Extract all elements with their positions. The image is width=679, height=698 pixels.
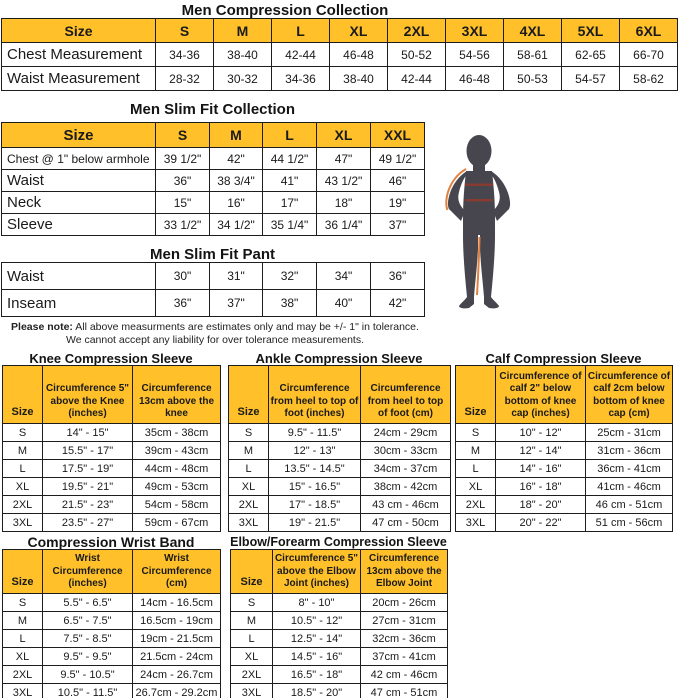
row-label: Chest Measurement [2, 43, 156, 67]
cell: 47" [317, 148, 371, 170]
cell: 3XL [231, 684, 273, 698]
cell: 2XL [3, 496, 43, 514]
cell: 42-44 [272, 43, 330, 67]
cell: S [229, 424, 269, 442]
header-cell-size: Size [229, 366, 269, 424]
cell: S [3, 424, 43, 442]
cell: 16.5cm - 19cm [133, 612, 221, 630]
cell: XL [456, 478, 496, 496]
cell: 9.5" - 10.5" [43, 666, 133, 684]
cell: 33 1/2" [156, 214, 210, 236]
cell: 17.5" - 19" [43, 460, 133, 478]
table-row [2, 43, 678, 67]
cell: 19" - 21.5" [269, 514, 361, 532]
cell: 23.5" - 27" [43, 514, 133, 532]
cell: 34cm - 37cm [361, 460, 451, 478]
cell: 14" - 15" [43, 424, 133, 442]
cell: 47 cm - 50cm [361, 514, 451, 532]
table-row [231, 594, 448, 612]
cell: 28-32 [156, 67, 214, 91]
header-cell: 6XL [620, 19, 678, 43]
cell: 3XL [456, 514, 496, 532]
cell: 9.5" - 9.5" [43, 648, 133, 666]
cell: 34 1/2" [210, 214, 263, 236]
cell: 15" [156, 192, 210, 214]
cell: 10.5" - 11.5" [43, 684, 133, 698]
cell: 31" [210, 263, 263, 290]
cell: 20cm - 26cm [361, 594, 448, 612]
table-row [3, 442, 221, 460]
cell: 10.5" - 12" [273, 612, 361, 630]
table-row [3, 514, 221, 532]
cell: M [231, 612, 273, 630]
cell: XL [3, 648, 43, 666]
cell: 49 1/2" [371, 148, 425, 170]
cell: 15" - 16.5" [269, 478, 361, 496]
cell: 42 cm - 46cm [361, 666, 448, 684]
cell: 46 cm - 51cm [586, 496, 673, 514]
man-torso [463, 171, 495, 235]
cell: L [3, 630, 43, 648]
header-cell: 3XL [446, 19, 504, 43]
row-label: Waist [2, 263, 156, 290]
note-text-1: All above measurments are estimates only and may be +/- 1" in tolerance. [75, 321, 419, 333]
calf-sleeve-table [455, 365, 673, 532]
cell: M [3, 442, 43, 460]
cell: 42" [210, 148, 263, 170]
cell: 36 1/4" [317, 214, 371, 236]
cell: XL [229, 478, 269, 496]
cell: 58-61 [504, 43, 562, 67]
cell: 26.7cm - 29.2cm [133, 684, 221, 698]
cell: 44 1/2" [263, 148, 317, 170]
header-cell: Circumference of calf 2cm below bottom of knee cap (cm) [586, 366, 673, 424]
header-row [456, 366, 673, 424]
table-title-calf: Calf Compression Sleeve [485, 351, 642, 366]
cell: 44cm - 48cm [133, 460, 221, 478]
cell: 30-32 [214, 67, 272, 91]
cell: 19cm - 21.5cm [133, 630, 221, 648]
cell: 12" - 13" [269, 442, 361, 460]
cell: 43 1/2" [317, 170, 371, 192]
cell: 42-44 [388, 67, 446, 91]
cell: 38" [263, 290, 317, 317]
cell: 58-62 [620, 67, 678, 91]
cell: 37cm - 41cm [361, 648, 448, 666]
header-cell: XXL [371, 123, 425, 148]
cell: 38-40 [330, 67, 388, 91]
cell: 37" [371, 214, 425, 236]
knee-sleeve-table [2, 365, 221, 532]
header-row [231, 550, 448, 594]
header-cell: S [156, 123, 210, 148]
table-row [3, 478, 221, 496]
cell: 30" [156, 263, 210, 290]
table-row [3, 594, 221, 612]
header-cell: XL [317, 123, 371, 148]
cell: 50-52 [388, 43, 446, 67]
cell: 36cm - 41cm [586, 460, 673, 478]
note-text-2: We cannot accept any liability for over tolerance measurements. [65, 334, 365, 346]
table-row [2, 192, 425, 214]
table-row [2, 263, 425, 290]
table-row [456, 460, 673, 478]
cell: XL [3, 478, 43, 496]
cell: 50-53 [504, 67, 562, 91]
header-row [3, 366, 221, 424]
header-cell: 5XL [562, 19, 620, 43]
header-cell-size: Size [3, 550, 43, 594]
cell: 16.5" - 18" [273, 666, 361, 684]
header-cell: Circumference 13cm above the knee [133, 366, 221, 424]
man-right-foot [484, 297, 499, 308]
table-row [3, 496, 221, 514]
note-label: Please note: [11, 321, 73, 333]
table-title-knee: Knee Compression Sleeve [29, 351, 193, 366]
cell: 10" - 12" [496, 424, 586, 442]
cell: 2XL [231, 666, 273, 684]
cell: 24cm - 26.7cm [133, 666, 221, 684]
table-row [229, 514, 451, 532]
cell: 14.5" - 16" [273, 648, 361, 666]
table-row [456, 496, 673, 514]
table-title-ankle: Ankle Compression Sleeve [255, 351, 423, 366]
header-cell: L [263, 123, 317, 148]
cell: 51 cm - 56cm [586, 514, 673, 532]
cell: L [231, 630, 273, 648]
row-label: Neck [2, 192, 156, 214]
header-cell: Wrist Circumference (inches) [43, 550, 133, 594]
cell: 3XL [229, 514, 269, 532]
cell: 40" [317, 290, 371, 317]
table-row [229, 496, 451, 514]
cell: 13.5" - 14.5" [269, 460, 361, 478]
header-cell: Circumference from heel to top of foot (inches) [269, 366, 361, 424]
table-row [231, 666, 448, 684]
cell: 17" - 18.5" [269, 496, 361, 514]
cell: 36" [156, 290, 210, 317]
cell: 54-57 [562, 67, 620, 91]
table-title-slim-fit: Men Slim Fit Collection [129, 101, 295, 118]
cell: 34" [317, 263, 371, 290]
cell: 21.5cm - 24cm [133, 648, 221, 666]
cell: 31cm - 36cm [586, 442, 673, 460]
table-row [3, 666, 221, 684]
header-cell: Circumference of calf 2" below bottom of knee cap (inches) [496, 366, 586, 424]
cell: 15.5" - 17" [43, 442, 133, 460]
chest-measure-line [465, 184, 493, 186]
cell: S [231, 594, 273, 612]
cell: 7.5" - 8.5" [43, 630, 133, 648]
header-row [2, 19, 678, 43]
cell: 5.5" - 6.5" [43, 594, 133, 612]
man-left-leg [463, 235, 478, 297]
cell: 27cm - 31cm [361, 612, 448, 630]
header-cell: Circumference 5" above the Elbow Joint (inches) [273, 550, 361, 594]
header-cell-size: Size [456, 366, 496, 424]
cell: 14cm - 16.5cm [133, 594, 221, 612]
header-cell: Wrist Circumference (cm) [133, 550, 221, 594]
cell: 6.5" - 7.5" [43, 612, 133, 630]
table-title-wrist: Compression Wrist Band [27, 534, 195, 550]
table-row [231, 630, 448, 648]
note-line-1 [0, 321, 430, 334]
cell: 19.5" - 21" [43, 478, 133, 496]
cell: M [3, 612, 43, 630]
cell: 34-36 [272, 67, 330, 91]
table-row [456, 442, 673, 460]
cell: 46-48 [446, 67, 504, 91]
table-row [456, 478, 673, 496]
cell: L [3, 460, 43, 478]
header-cell: XL [330, 19, 388, 43]
cell: XL [231, 648, 273, 666]
cell: M [229, 442, 269, 460]
cell: 18" [317, 192, 371, 214]
cell: 41" [263, 170, 317, 192]
header-cell: Circumference from heel to top of foot (cm) [361, 366, 451, 424]
men-slim-fit-table [1, 122, 425, 236]
cell: 46-48 [330, 43, 388, 67]
cell: 59cm - 67cm [133, 514, 221, 532]
cell: 2XL [456, 496, 496, 514]
table-row [2, 290, 425, 317]
table-row [3, 648, 221, 666]
cell: 14" - 16" [496, 460, 586, 478]
cell: S [456, 424, 496, 442]
cell: 30cm - 33cm [361, 442, 451, 460]
cell: 41cm - 46cm [586, 478, 673, 496]
table-row [2, 67, 678, 91]
ankle-sleeve-table [228, 365, 451, 532]
man-right-leg [480, 235, 495, 297]
cell: 38 3/4" [210, 170, 263, 192]
table-row [229, 460, 451, 478]
table-row [3, 684, 221, 698]
cell: 9.5" - 11.5" [269, 424, 361, 442]
table-row [3, 424, 221, 442]
cell: 3XL [3, 514, 43, 532]
table-title-slim-fit-pant: Men Slim Fit Pant [149, 246, 275, 263]
cell: 12.5" - 14" [273, 630, 361, 648]
cell: 35 1/4" [263, 214, 317, 236]
header-cell: 2XL [388, 19, 446, 43]
cell: 34-36 [156, 43, 214, 67]
cell: 38cm - 42cm [361, 478, 451, 496]
header-cell-size: Size [2, 123, 156, 148]
cell: 25cm - 31cm [586, 424, 673, 442]
men-slim-fit-pant-table [1, 262, 425, 317]
row-label: Waist Measurement [2, 67, 156, 91]
table-row [229, 478, 451, 496]
cell: 49cm - 53cm [133, 478, 221, 496]
table-row [3, 460, 221, 478]
table-row [2, 170, 425, 192]
cell: 2XL [3, 666, 43, 684]
header-cell-size: Size [3, 366, 43, 424]
cell: 43 cm - 46cm [361, 496, 451, 514]
table-row [456, 514, 673, 532]
table-row [456, 424, 673, 442]
man-neck [473, 161, 485, 172]
cell: 20" - 22" [496, 514, 586, 532]
table-title-men-compression: Men Compression Collection [181, 2, 389, 19]
man-silhouette-figure [438, 127, 528, 313]
cell: 18" - 20" [496, 496, 586, 514]
cell: 46" [371, 170, 425, 192]
cell: 47 cm - 51cm [361, 684, 448, 698]
header-cell: 4XL [504, 19, 562, 43]
cell: 66-70 [620, 43, 678, 67]
cell: 24cm - 29cm [361, 424, 451, 442]
cell: 62-65 [562, 43, 620, 67]
header-cell-size: Size [2, 19, 156, 43]
cell: 36" [156, 170, 210, 192]
men-compression-table [1, 18, 678, 91]
tolerance-note [0, 321, 430, 347]
cell: L [456, 460, 496, 478]
row-label: Chest @ 1" below armhole [2, 148, 156, 170]
wrist-band-table [2, 549, 221, 698]
header-row [229, 366, 451, 424]
table-row [3, 612, 221, 630]
table-row [2, 214, 425, 236]
cell: 32cm - 36cm [361, 630, 448, 648]
cell: 54-56 [446, 43, 504, 67]
row-label: Inseam [2, 290, 156, 317]
header-cell: M [214, 19, 272, 43]
table-row [229, 442, 451, 460]
cell: 36" [371, 263, 425, 290]
table-row [2, 148, 425, 170]
header-row [3, 550, 221, 594]
man-left-foot [459, 297, 474, 308]
cell: 38-40 [214, 43, 272, 67]
waist-measure-line [466, 199, 493, 201]
cell: 12" - 14" [496, 442, 586, 460]
header-cell-size: Size [231, 550, 273, 594]
cell: 39cm - 43cm [133, 442, 221, 460]
cell: 21.5" - 23" [43, 496, 133, 514]
cell: 18.5" - 20" [273, 684, 361, 698]
header-cell: L [272, 19, 330, 43]
table-row [229, 424, 451, 442]
elbow-sleeve-table [230, 549, 448, 698]
cell: S [3, 594, 43, 612]
cell: 32" [263, 263, 317, 290]
cell: 54cm - 58cm [133, 496, 221, 514]
cell: M [456, 442, 496, 460]
cell: 39 1/2" [156, 148, 210, 170]
table-row [231, 684, 448, 698]
table-row [231, 612, 448, 630]
cell: 19" [371, 192, 425, 214]
header-cell: M [210, 123, 263, 148]
cell: L [229, 460, 269, 478]
cell: 42" [371, 290, 425, 317]
cell: 17" [263, 192, 317, 214]
cell: 37" [210, 290, 263, 317]
cell: 2XL [229, 496, 269, 514]
header-cell: Circumference 5" above the Knee (inches) [43, 366, 133, 424]
cell: 3XL [3, 684, 43, 698]
row-label: Sleeve [2, 214, 156, 236]
table-row [231, 648, 448, 666]
cell: 35cm - 38cm [133, 424, 221, 442]
cell: 16" [210, 192, 263, 214]
table-title-elbow: Elbow/Forearm Compression Sleeve [230, 535, 447, 549]
cell: 8" - 10" [273, 594, 361, 612]
row-label: Waist [2, 170, 156, 192]
header-row [2, 123, 425, 148]
cell: 16" - 18" [496, 478, 586, 496]
table-row [3, 630, 221, 648]
header-cell: Circumference 13cm above the Elbow Joint [361, 550, 448, 594]
header-cell: S [156, 19, 214, 43]
